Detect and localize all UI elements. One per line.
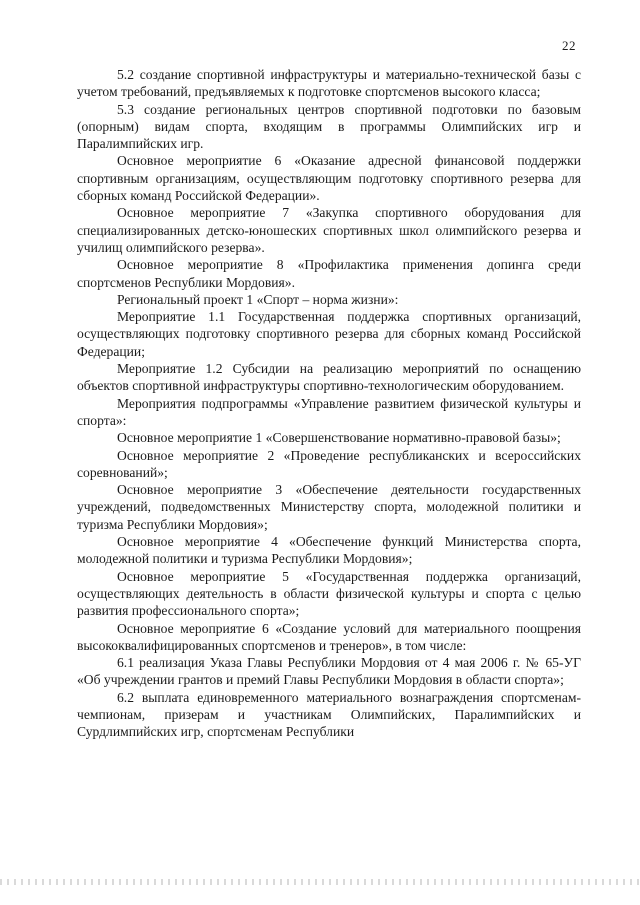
document-body [77,66,581,741]
paragraph-main-activity-7: Основное мероприятие 7 «Закупка спортивного оборудования для специализированных детско-юношеских спортивных школ олимпийского резерва и училищ олимпийского резерва». [77,205,581,255]
paragraph-subprogram-activity-6: Основное мероприятие 6 «Создание условий для материального поощрения высококвалифицированных спортсменов и тренеров», в том числе: [77,620,581,653]
paragraph-activity-1-2: Мероприятие 1.2 Субсидии на реализацию мероприятий по оснащению объектов спортивной инфраструктуры спортивно-технологическим оборудованием. [77,361,581,394]
paragraph-subprogram-activity-5: Основное мероприятие 5 «Государственная поддержка организаций, осуществляющих деятельность в области физической культуры и спорта с целью развития профессионального спорта»; [77,568,581,619]
paragraph-subprogram-activity-1: Основное мероприятие 1 «Совершенствование нормативно-правовой базы»; [117,430,561,446]
paragraph-subprogram-activity-3: Основное мероприятие 3 «Обеспечение деятельности государственных учреждений, подведомственных Министерству спорта, молодежной политики и туризма Республики Мордовия»; [77,482,581,532]
page-number: 22 [562,38,576,53]
paragraph-subprogram-activities: Мероприятия подпрограммы «Управление развитием физической культуры и спорта»: [77,395,581,428]
paragraph-main-activity-8: Основное мероприятие 8 «Профилактика применения допинга среди спортсменов Республики Мордовия». [77,257,581,290]
paragraph-item-6-1: 6.1 реализация Указа Главы Республики Мордовия от 4 мая 2006 г. № 65-УГ «Об учреждении грантов и премий Главы Республики Мордовия в области спорта»; [77,655,581,688]
paragraph-subprogram-activity-4: Основное мероприятие 4 «Обеспечение функций Министерства спорта, молодежной политики и туризма Республики Мордовия»; [77,534,581,567]
paragraph-activity-1-1: Мероприятие 1.1 Государственная поддержка спортивных организаций, осуществляющих подготовку спортивного резерва для сборных команд Российской Федерации; [77,309,581,359]
paragraph-subprogram-activity-2: Основное мероприятие 2 «Проведение республиканских и всероссийских соревнований»; [77,447,581,480]
paragraph-5-3: 5.3 создание региональных центров спортивной подготовки по базовым (опорным) видам спорта, входящим в программы Олимпийских игр и Паралимпийских игр. [77,101,581,152]
paragraph-regional-project-1: Региональный проект 1 «Спорт – норма жизни»: [117,291,399,307]
scan-edge-artifact [0,879,640,885]
paragraph-item-6-2: 6.2 выплата единовременного материального вознаграждения спортсменам-чемпионам, призерам и участникам Олимпийских, Паралимпийских и Сурдлимпийских игр, спортсменам Республики [77,689,581,740]
paragraph-5-2: 5.2 создание спортивной инфраструктуры и материально-технической базы с учетом требований, предъявляемых к подготовке спортсменов высокого класса; [77,67,581,100]
paragraph-main-activity-6: Основное мероприятие 6 «Оказание адресной финансовой поддержки спортивным организациям, осуществляющим подготовку спортивного резерва для сборных команд Российской Федерации». [77,153,581,204]
